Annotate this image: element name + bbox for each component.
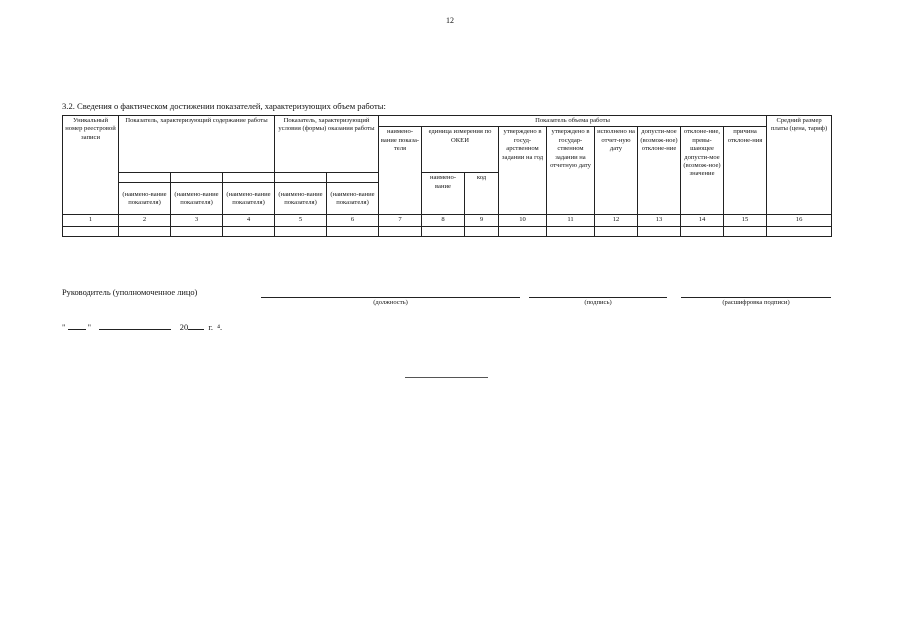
col-number: 11: [547, 215, 595, 226]
table-cell[interactable]: [724, 226, 767, 236]
month-field[interactable]: [99, 321, 171, 330]
col-number: 1: [63, 215, 119, 226]
sub-indicator-name-3: (наимено-вание показателя): [171, 183, 223, 215]
date-line: [62, 321, 222, 332]
sub-empty: [171, 173, 223, 183]
table-cell[interactable]: [638, 226, 681, 236]
table-cell[interactable]: [327, 226, 379, 236]
col-number: 3: [171, 215, 223, 226]
header-unique-number: Уникальный номер реестровой записи: [63, 116, 119, 215]
work-volume-table: [62, 115, 832, 237]
sub-empty: [275, 173, 327, 183]
year-prefix: 20: [179, 323, 189, 332]
col-number: 14: [681, 215, 724, 226]
col-number: 12: [595, 215, 638, 226]
position-caption: (должность): [373, 299, 408, 306]
header-deviation-reason: причина отклоне-ния: [724, 127, 767, 215]
decoding-line[interactable]: [681, 297, 831, 298]
header-average-price: Средний размер платы (цена, тариф): [767, 116, 832, 215]
signature-line[interactable]: [529, 297, 667, 298]
header-volume-indicator: Показатель объема работы: [379, 116, 767, 127]
table-row: [63, 226, 832, 236]
table-cell[interactable]: [422, 226, 465, 236]
sub-indicator-name-6: (наимено-вание показателя): [327, 183, 379, 215]
col-number: 10: [499, 215, 547, 226]
footnote-ref: ⁴.: [217, 323, 223, 332]
col-number: 16: [767, 215, 832, 226]
table-cell[interactable]: [171, 226, 223, 236]
header-approved-date: утверждено в государ-ственном задании на отчетную дату: [547, 127, 595, 215]
col-number: 4: [223, 215, 275, 226]
table-cell[interactable]: [223, 226, 275, 236]
header-approved-year: утверждено в госуд-арственном задании на год: [499, 127, 547, 215]
sub-empty: [119, 173, 171, 183]
table-cell[interactable]: [275, 226, 327, 236]
table-cell[interactable]: [547, 226, 595, 236]
decoding-caption: (расшифровка подписи): [722, 299, 790, 306]
table-cell[interactable]: [379, 226, 422, 236]
year-field[interactable]: [188, 321, 204, 330]
footnote-separator: [405, 377, 488, 378]
table-cell[interactable]: [681, 226, 724, 236]
table-cell[interactable]: [767, 226, 832, 236]
col-number: 6: [327, 215, 379, 226]
section-title: 3.2. Сведения о фактическом достижении показателей, характеризующих объем работы:: [62, 101, 386, 111]
year-suffix: г.: [208, 323, 213, 332]
sub-indicator-name-4: (наимено-вание показателя): [223, 183, 275, 215]
col-number: 2: [119, 215, 171, 226]
col-number: 9: [465, 215, 499, 226]
table-cell[interactable]: [595, 226, 638, 236]
table-cell[interactable]: [465, 226, 499, 236]
col-number: 8: [422, 215, 465, 226]
signature-label: Руководитель (уполномоченное лицо): [62, 288, 198, 297]
col-number: 15: [724, 215, 767, 226]
table-cell[interactable]: [119, 226, 171, 236]
header-indicator-name: наимено-вание показа-теля: [379, 127, 422, 215]
day-field[interactable]: [68, 321, 86, 330]
position-line[interactable]: [261, 297, 520, 298]
table-cell[interactable]: [63, 226, 119, 236]
header-conditions-indicator: Показатель, характеризующий условия (формы) оказания работы: [275, 116, 379, 173]
header-content-indicator: Показатель, характеризующий содержание работы: [119, 116, 275, 173]
signature-caption: (подпись): [584, 299, 612, 306]
sub-empty: [327, 173, 379, 183]
header-unit-code: код: [465, 173, 499, 215]
sub-indicator-name-5: (наимено-вание показателя): [275, 183, 327, 215]
header-unit-name: наимено-вание: [422, 173, 465, 215]
col-number: 5: [275, 215, 327, 226]
table-cell[interactable]: [499, 226, 547, 236]
sub-indicator-name-2: (наимено-вание показателя): [119, 183, 171, 215]
sub-empty: [223, 173, 275, 183]
header-unit-okei: единица измерения по ОКЕИ: [422, 127, 499, 173]
header-executed: исполнено на отчет-ную дату: [595, 127, 638, 215]
col-number: 13: [638, 215, 681, 226]
quote-close: ": [87, 323, 92, 332]
header-excess-deviation: отклоне-ние, превы-шающее допусти-мое (возмож-ное) значение: [681, 127, 724, 215]
quote-open: ": [62, 323, 66, 332]
col-number: 7: [379, 215, 422, 226]
page-number: 12: [446, 16, 454, 25]
header-allowed-deviation: допусти-мое (возмож-ное) отклоне-ние: [638, 127, 681, 215]
